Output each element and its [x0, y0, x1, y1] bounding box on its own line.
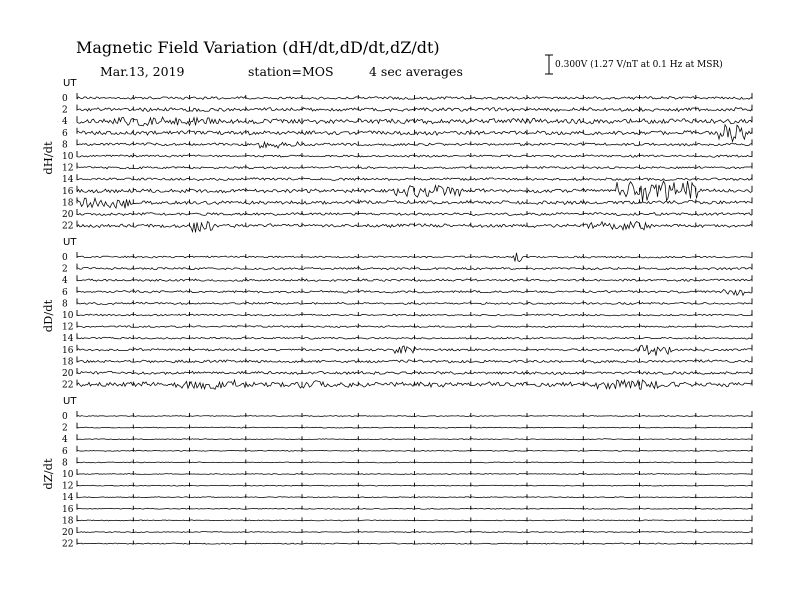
trace-row-14 — [62, 174, 752, 185]
trace-row-16 — [62, 504, 752, 515]
panel-dD-dt — [41, 237, 752, 391]
trace-row-18 — [62, 197, 752, 208]
row-tick-label: 8 — [62, 140, 68, 151]
row-tick-label: 10 — [62, 311, 74, 321]
trace-row-10 — [62, 151, 752, 162]
row-tick-label: 8 — [62, 458, 68, 469]
panel-dZ-dt — [41, 396, 752, 550]
trace-row-2 — [62, 264, 752, 275]
row-tick-label: 22 — [62, 539, 74, 550]
trace-row-20 — [62, 368, 752, 379]
row-tick-label: 18 — [62, 516, 74, 527]
row-tick-label: 22 — [62, 380, 74, 391]
row-tick-label: 14 — [62, 175, 74, 186]
trace-row-14 — [62, 492, 752, 503]
trace-row-22 — [62, 539, 752, 550]
row-tick-label: 12 — [62, 163, 74, 174]
trace-row-8 — [62, 298, 752, 309]
trace-row-22 — [62, 221, 752, 233]
row-tick-label: 14 — [62, 493, 74, 504]
trace-row-6 — [62, 446, 752, 457]
trace-row-2 — [62, 105, 752, 116]
row-tick-label: 2 — [62, 423, 68, 434]
y-axis-label: dD/dt — [41, 299, 55, 333]
trace-row-10 — [62, 310, 752, 321]
row-tick-label: 2 — [62, 105, 68, 116]
averaging-label: 4 sec averages — [369, 64, 463, 79]
row-tick-label: 4 — [62, 117, 68, 128]
trace-row-4 — [62, 434, 752, 445]
y-axis-label: dH/dt — [41, 141, 55, 175]
row-tick-label: 20 — [62, 369, 74, 379]
scale-bar-label: 0.300V (1.27 V/nT at 0.1 Hz at MSR) — [555, 60, 723, 70]
trace-row-4 — [62, 116, 752, 127]
trace-row-12 — [62, 481, 752, 492]
trace-row-12 — [62, 163, 752, 174]
trace-row-18 — [62, 356, 752, 367]
row-tick-label: 10 — [62, 470, 74, 480]
ut-axis-label: UT — [63, 396, 77, 407]
trace-row-20 — [62, 209, 752, 220]
trace-row-0 — [62, 93, 752, 104]
trace-row-14 — [62, 333, 752, 344]
y-axis-label: dZ/dt — [41, 458, 55, 490]
row-tick-label: 16 — [62, 186, 74, 197]
row-tick-label: 0 — [62, 253, 68, 263]
row-tick-label: 14 — [62, 334, 74, 345]
row-tick-label: 20 — [62, 528, 74, 538]
trace-row-6 — [62, 125, 752, 142]
row-tick-label: 18 — [62, 198, 74, 209]
trace-row-8 — [62, 139, 752, 150]
row-tick-label: 2 — [62, 264, 68, 275]
row-tick-label: 20 — [62, 210, 74, 220]
date-label: Mar.13, 2019 — [100, 64, 185, 79]
row-tick-label: 18 — [62, 357, 74, 368]
ut-axis-label: UT — [63, 237, 77, 248]
row-tick-label: 0 — [62, 412, 68, 422]
trace-row-18 — [62, 515, 752, 526]
trace-row-22 — [62, 380, 752, 391]
trace-row-2 — [62, 423, 752, 434]
trace-row-0 — [62, 252, 752, 263]
row-tick-label: 22 — [62, 221, 74, 232]
row-tick-label: 12 — [62, 481, 74, 492]
ut-axis-label: UT — [63, 78, 77, 89]
row-tick-label: 16 — [62, 504, 74, 515]
row-tick-label: 6 — [62, 287, 68, 298]
trace-row-16 — [62, 345, 752, 356]
trace-row-4 — [62, 275, 752, 286]
trace-row-6 — [62, 287, 752, 298]
row-tick-label: 4 — [62, 276, 68, 287]
trace-row-0 — [62, 411, 752, 422]
station-label: station=MOS — [248, 64, 334, 79]
panel-dH-dt — [41, 78, 752, 232]
trace-row-8 — [62, 457, 752, 468]
chart-title: Magnetic Field Variation (dH/dt,dD/dt,dZ/dt) — [76, 38, 440, 57]
row-tick-label: 6 — [62, 128, 68, 139]
row-tick-label: 6 — [62, 446, 68, 457]
row-tick-label: 4 — [62, 435, 68, 446]
row-tick-label: 12 — [62, 322, 74, 333]
row-tick-label: 8 — [62, 299, 68, 310]
row-tick-label: 16 — [62, 345, 74, 356]
row-tick-label: 10 — [62, 152, 74, 162]
row-tick-label: 0 — [62, 94, 68, 104]
trace-row-20 — [62, 527, 752, 538]
trace-row-10 — [62, 469, 752, 480]
trace-row-12 — [62, 322, 752, 333]
trace-row-16 — [62, 181, 752, 201]
scale-bar — [545, 55, 553, 74]
